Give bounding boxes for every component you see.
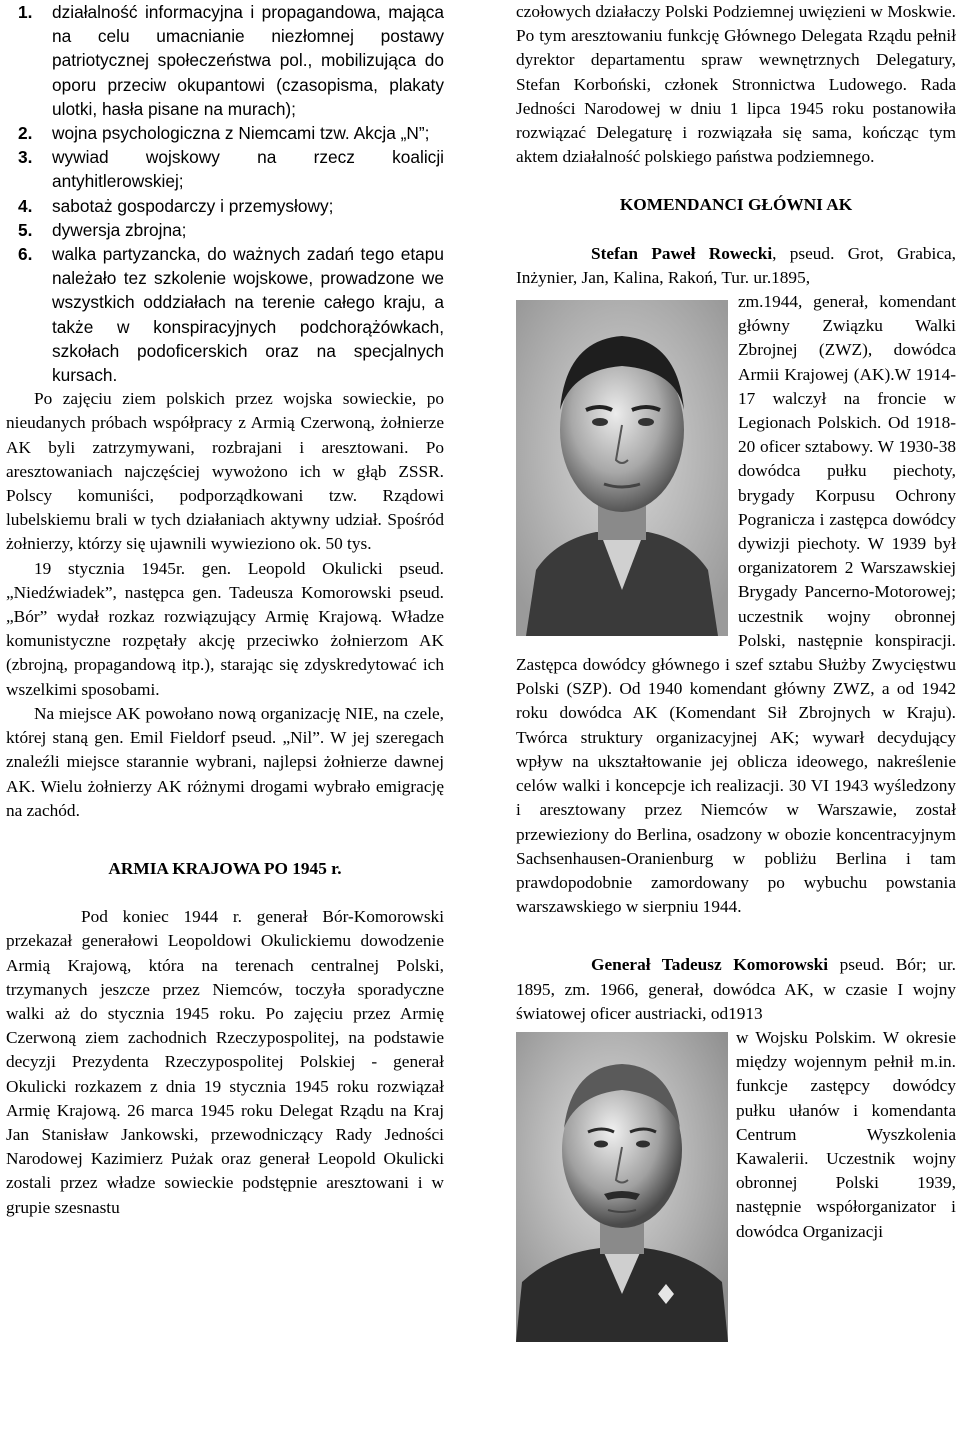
bio-intro — [516, 242, 956, 290]
list-number: 2. — [18, 123, 33, 144]
list-item — [6, 242, 444, 387]
bio-text: w Wojsku Polskim. W okresie między wojennym pełnił m.in. funkcje zastępcy dowódcy pułku ułanów i komendanta Centrum Wyszkolenia Kawalerii. Uczestnik wojny obronnej Polski 1939, następnie współorganizator i dowódca Organizacji — [736, 1027, 956, 1241]
bio-name: Generał Tadeusz Komorowski — [591, 955, 829, 975]
list-item — [6, 194, 444, 218]
bio-lead: , pseud. Grot, Grabica, Inżynier, Jan, Kalina, Rakoń, Tur. ur.1895, — [516, 243, 956, 287]
left-column — [6, 0, 444, 1220]
bio-text: zm.1944, generał, komendant główny Związku Walki Zbrojnej (ZWZ), dowódca Armii Krajowej (AK).W 1914-17 walczył na froncie w Legionach Polskich. Od 1918-20 oficer sztabowy. W 1930-38 dowódca pułku piechoty, brygady Korpusu Ochrony Pogranicza i zastępca dowódcy dywizji piechoty. W 1939 był organizatorem 2 Warszawskiej Brygady Pancerno-Motorowej; uczestnik wojny obronnej Polski, następnie konspiracji. Zastępca dowódcy głównego i szef sztabu Służby Zwycięstwu Polski (SZP). Od 1940 komendant główny ZWZ, a od 1942 roku dowódca AK (Komendant Sił Zbrojnych w Kraju). Twórca struktury organizacyjnej AK; wywarł decydujący wpływ na ukształtowanie jej oblicza ideowego, nakreślenie celów walki i koncepcje ich realizacji. 30 VI 1943 wyśledzony i aresztowany przez Niemców w Warszawie, został przewieziony do Berlina, osadzony w obozie koncentracyjnym Sachsenhausen-Oranienburg w pobliżu Berlina i tam prawdopodobnie zamordowany po wybuchu powstania warszawskiego w sierpniu 1944. — [516, 292, 956, 917]
list-item — [6, 145, 444, 193]
portrait-komorowski — [516, 1032, 728, 1342]
section-heading: ARMIA KRAJOWA PO 1945 r. — [108, 858, 342, 878]
section-heading: KOMENDANCI GŁÓWNI AK — [619, 195, 853, 215]
activity-list — [6, 0, 444, 387]
list-text: walka partyzancka, do ważnych zadań tego etapu należało tez szkolenie wojskowe, prowadzone we wszystkich oddziałach na terenie całego kraju, a także w konspiracyjnych podchorążówkach, szkołach podoficerskich oraz na specjalnych kursach. — [52, 244, 444, 386]
list-number: 5. — [18, 219, 33, 240]
list-text: wojna psychologiczna z Niemcami tzw. Akcja „N”; — [52, 123, 430, 144]
paragraph: Na miejsce AK powołano nową organizację NIE, na czele, której staną gen. Emil Fieldorf pseud. „Nil”. W jej szeregach znaleźli miejsce starannie wybrani, najlepsi żołnierze dawnej AK. Wielu żołnierzy AK różnymi drogami wybrało emigrację na zachód. — [6, 703, 444, 820]
paragraph: Pod koniec 1944 r. generał Bór-Komorowski przekazał generałowi Leopoldowi Okulickiemu dowodzenie Armią Krajową, która na terenach centralnej Polski, trzymanych jeszcze przez Niemców, toczyła sporadyczne walki aż do stycznia 1945 roku. Po zajęciu przez Armię Czerwoną ziem zachodnich Rzeczypospolitej, na podstawie decyzji Prezydenta Rzeczypospolitej Polskiej - generał Okulicki rozkazem z dnia 19 stycznia 1945 roku rozwiązał Armię Krajową. 26 marca 1945 roku Delegat Rządu na Kraj Jan Stanisław Jankowski, przewodniczący Rady Jedności Narodowej Kazimierz Pużak oraz generał Leopold Okulicki zostali przez władze sowieckie podstępnie aresztowani i w grupie szesnastu — [6, 907, 444, 1217]
bio-intro — [516, 953, 956, 1026]
bio-komorowski — [516, 1026, 956, 1244]
list-number: 4. — [18, 195, 33, 216]
list-text: dywersja zbrojna; — [52, 219, 187, 240]
list-text: działalność informacyjna i propagandowa, mająca na celu umacnianie niezłomnej postawy patriotycznej społeczeństwa pol., mobilizująca do oporu przeciw okupantowi (czasopisma, plakaty ulotki, hasła pisane na murach); — [52, 2, 444, 119]
portrait-image — [516, 300, 728, 636]
portrait-rowecki — [516, 300, 728, 636]
bio-name: Stefan Paweł Rowecki — [591, 243, 773, 263]
list-item — [6, 0, 444, 121]
portrait-image — [516, 1032, 728, 1342]
bio-lead: pseud. Bór; ur. 1895, zm. 1966, generał, dowódca AK, w czasie I wojny światowej oficer austriacki, od1913 — [516, 955, 956, 1023]
list-text: wywiad wojskowy na rzecz koalicji antyhitlerowskiej; — [52, 147, 444, 192]
list-number: 6. — [18, 244, 33, 265]
bio-rowecki — [516, 290, 956, 919]
paragraph: Po zajęciu ziem polskich przez wojska sowieckie, po nieudanych próbach współpracy z Armią Czerwoną, żołnierze AK byli zatrzymywani, rozbrajani i aresztowani. Po aresztowaniach najczęściej wywożono ich w głąb ZSSR. Polscy komuniści, podporządkowani tzw. Rządowi lubelskiemu brali w tych działaniach aktywny udział. Spośród żołnierzy, którzy się ujawnili wywieziono ok. 50 tys. — [6, 389, 444, 554]
list-text: sabotaż gospodarczy i przemysłowy; — [52, 195, 334, 216]
paragraph: czołowych działaczy Polski Podziemnej uwięzieni w Moskwie. Po tym aresztowaniu funkcję Głównego Delegata Rządu pełnił dyrektor departamentu spraw wewnętrznych Delegatury, Stefan Korboński, członek Stronnictwa Ludowego. Rada Jedności Narodowej w dniu 1 lipca 1945 roku postanowiła rozwiązać Delegaturę i rozwiązała się sama, kończąc tym aktem działalność polskiego państwa podziemnego. — [516, 2, 956, 167]
list-item — [6, 218, 444, 242]
list-number: 1. — [18, 2, 33, 22]
list-item — [6, 121, 444, 145]
list-number: 3. — [18, 147, 33, 168]
paragraph: 19 stycznia 1945r. gen. Leopold Okulicki pseud. „Niedźwiadek”, następca gen. Tadeusza Komorowski pseud. „Bór” wydał rozkaz rozwiązujący Armię Krajową. Władze komunistyczne rozpętały akcję przeciwko żołnierzom AK (zbrojną, propagandową itp.), starając się zdyskredytować ich wszelkimi sposobami. — [6, 558, 444, 699]
right-column — [516, 0, 956, 1342]
